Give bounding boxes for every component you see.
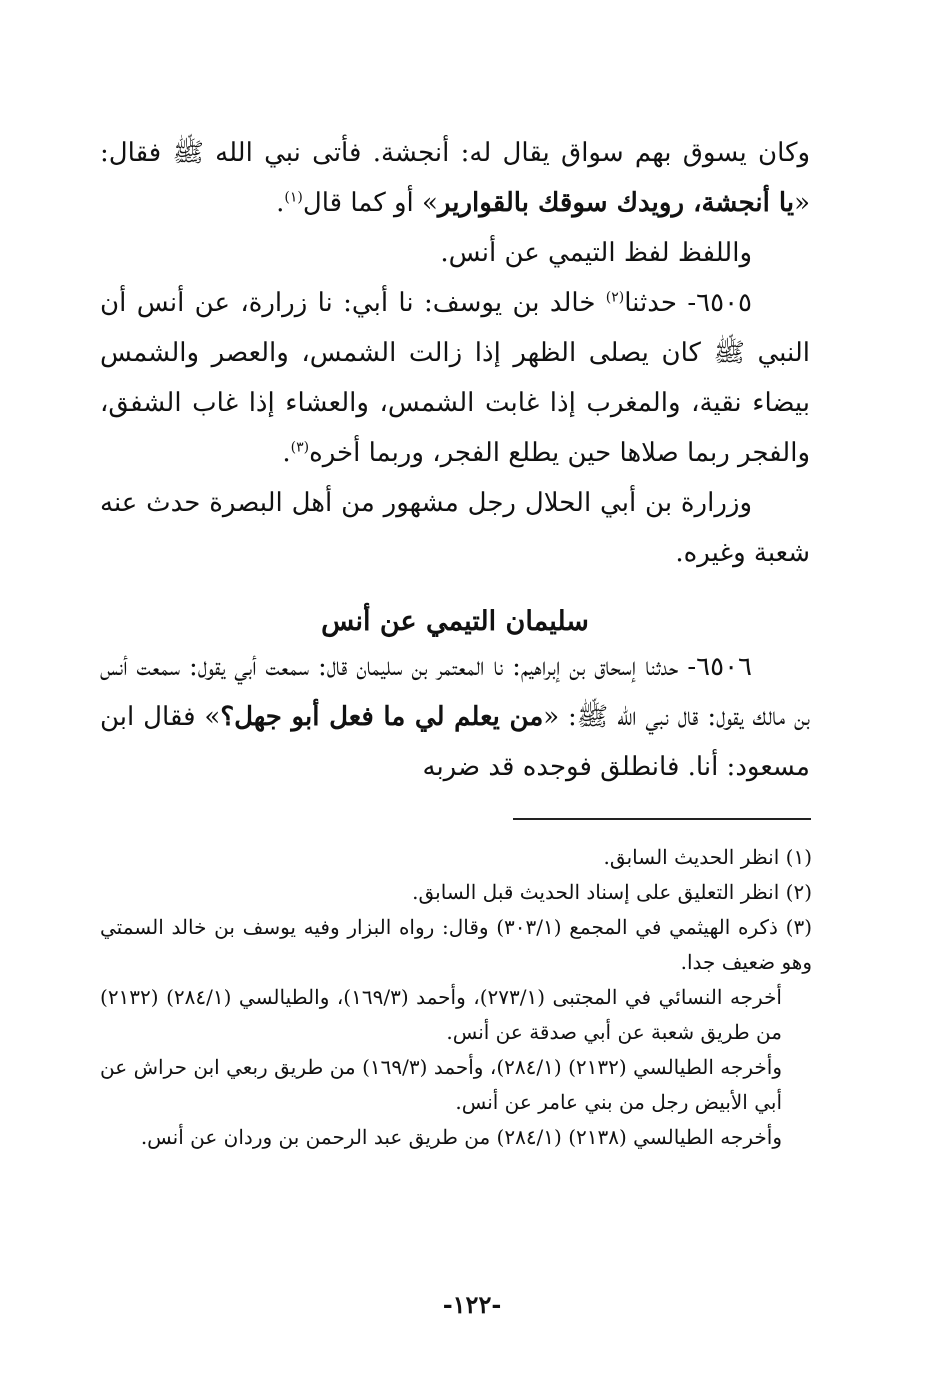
footnote-2: (٢) انظر التعليق على إسناد الحديث قبل السابق. [412,880,812,904]
hadith-6505 [100,278,810,478]
section-heading: سليمان التيمي عن أنس [321,606,589,637]
paragraph-anjasha [100,128,810,228]
footnote-3-continued: وأخرجه الطيالسي (٢١٣٢) (٢٨٤/١)، وأحمد (١٦٩/٣) من طريق ربعي ابن حراش عن أبي الأبيض رجل من بني عامر عن أنس. [100,1055,782,1114]
text-segment: . [276,188,285,218]
text-segment: . [282,438,291,468]
footnote-marker: (١) [284,189,303,206]
prophet-quote: يا أنجشة، رويدك سوقك بالقوارير [437,188,795,218]
footnote-3-continued: وأخرجه الطيالسي (٢١٣٨) (٢٨٤/١) من طريق عبد الرحمن بن وردان عن أنس. [140,1125,782,1149]
main-text-top [100,128,810,578]
main-text-bottom [100,642,810,792]
footnote-1: (١) انظر الحديث السابق. [603,845,812,869]
text-segment: وكان يسوق بهم سواق يقال له: أنجشة. فأتى نبي الله ﷺ فقال: « [100,138,810,218]
text-segment: ٦٥٠٦- حدثنا إسحاق بن إبراهيم: نا المعتمر بن سليمان قال: سمعت أبي يقول: سمعت أنس بن مالك يقول: قال نبي الله ﷺ: « [100,652,810,732]
footnote-marker: (٣) [290,439,310,456]
paragraph-wording-note: واللفظ لفظ التيمي عن أنس. [440,238,752,268]
hadith-number-text: ٦٥٠٥- حدثنا [624,288,752,318]
text-segment: » فقال ابن مسعود: أنا. فانطلق فوجده قد ضربه [100,702,810,782]
text-segment: خالد بن يوسف: نا أبي: نا زرارة، عن أنس أن النبي ﷺ كان يصلى الظهر إذا زالت الشمس، والعصر والشمس بيضاء نقية، والمغرب إذا غابت الشمس، والعشاء إذا غاب الشفق، والفجر ربما صلاها حين يطلع الفجر، وربما أخره [100,288,810,468]
narrator-comment: وزرارة بن أبي الحلال رجل مشهور من أهل البصرة حدث عنه شعبة وغيره. [100,488,810,568]
footnote-3: (٣) ذكره الهيثمي في المجمع (٣٠٣/١) وقال: رواه البزار وفيه يوسف بن خالد السمتي وهو ضعيف جدا. [100,915,812,974]
hadith-6506 [100,642,810,792]
page-number: -١٢٢- [442,1290,502,1319]
footnote-separator [513,818,811,820]
footnote-marker: (٢) [605,289,625,306]
footnote-3-continued: أخرجه النسائي في المجتبى (٢٧٣/١)، وأحمد (١٦٩/٣)، والطيالسي (٢٨٤/١) (٢١٣٢) من طريق شعبة عن أبي صدقة عن أنس. [100,985,782,1044]
text-segment: » أو كما قال [302,188,438,218]
prophet-quote: من يعلم لي ما فعل أبو جهل؟ [220,702,544,732]
footnotes [100,840,812,1155]
